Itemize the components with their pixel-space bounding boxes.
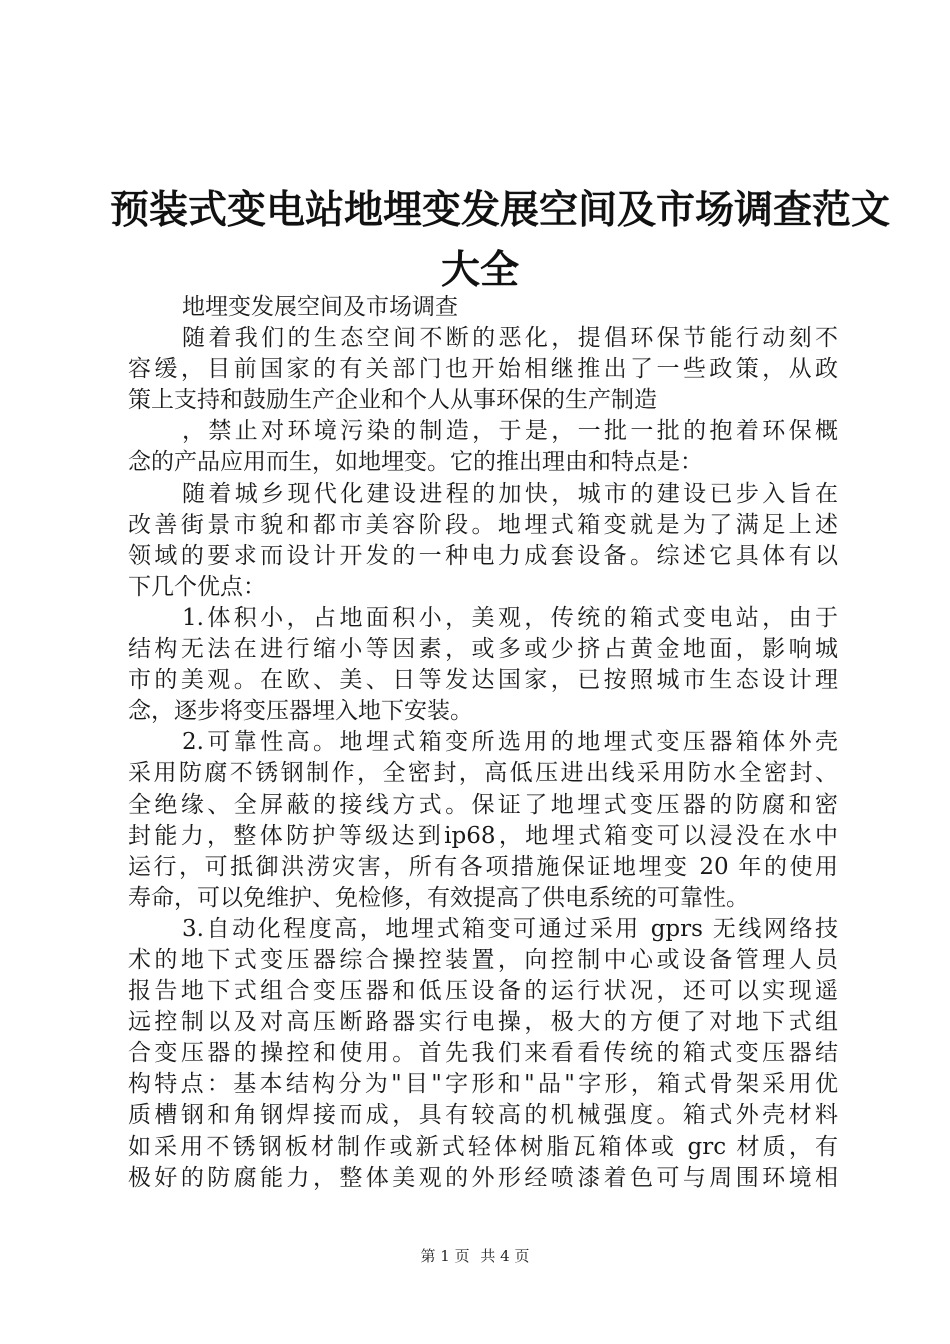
body-line: 全绝缘、全屏蔽的接线方式。保证了地埋式变压器的防腐和密 — [128, 791, 838, 818]
body-line: 市的美观。在欧、美、日等发达国家，已按照城市生态设计理 — [128, 667, 838, 694]
body-line: 术的地下式变压器综合操控装置，向控制中心或设备管理人员 — [128, 946, 838, 973]
page-total: 共 4 页 — [480, 1247, 530, 1265]
body-line: 改善街景市貌和都市美容阶段。地埋式箱变就是为了满足上述 — [128, 511, 838, 538]
body-line: 报告地下式组合变压器和低压设备的运行状况，还可以实现遥 — [128, 978, 838, 1005]
body-line: 结构无法在进行缩小等因素，或多或少挤占黄金地面，影响城 — [128, 636, 838, 663]
page-number: 第 1 页 — [420, 1247, 470, 1265]
body-line: 2.可靠性高。地埋式箱变所选用的地埋式变压器箱体外壳 — [182, 729, 838, 756]
body-line: 极好的防腐能力，整体美观的外形经喷漆着色可与周围环境相 — [128, 1164, 838, 1191]
body-line: 随着城乡现代化建设进程的加快，城市的建设已步入旨在 — [182, 480, 838, 507]
body-line: 运行，可抵御洪涝灾害，所有各项措施保证地埋变 20 年的使用 — [128, 853, 838, 880]
body-line: 质槽钢和角钢焊接而成，具有较高的机械强度。箱式外壳材料 — [128, 1102, 838, 1129]
body-line: 如采用不锈钢板材制作或新式轻体树脂瓦箱体或 grc 材质，有 — [128, 1133, 838, 1160]
document-body — [128, 292, 838, 1194]
body-line: 远控制以及对高压断路器实行电操，极大的方便了对地下式组 — [128, 1009, 838, 1036]
page-footer — [0, 1245, 950, 1266]
body-line: 地埋变发展空间及市场调查 — [182, 294, 458, 320]
body-line: 策上支持和鼓励生产企业和个人从事环保的生产制造 — [128, 387, 657, 414]
body-line: 3.自动化程度高，地埋式箱变可通过采用 gprs 无线网络技 — [182, 915, 838, 942]
body-line: ，禁止对环境污染的制造，于是，一批一批的抱着环保概 — [182, 418, 838, 445]
body-line: 封能力，整体防护等级达到ip68，地埋式箱变可以浸没在水中 — [128, 822, 838, 849]
body-line: 合变压器的操控和使用。首先我们来看看传统的箱式变压器结 — [128, 1040, 838, 1067]
body-line: 领域的要求而设计开发的一种电力成套设备。综述它具体有以 — [128, 542, 838, 569]
body-line: 寿命，可以免维护、免检修，有效提高了供电系统的可靠性。 — [128, 884, 749, 911]
body-line: 采用防腐不锈钢制作，全密封，高低压进出线采用防水全密封、 — [128, 760, 838, 787]
body-line: 念，逐步将变压器埋入地下安装。 — [128, 698, 473, 725]
body-line: 1.体积小，占地面积小，美观，传统的箱式变电站，由于 — [182, 604, 838, 631]
body-line: 念的产品应用而生，如地埋变。它的推出理由和特点是： — [128, 449, 703, 476]
document-title-line-1: 预装式变电站地埋变发展空间及市场调查范文 — [110, 187, 891, 233]
document-title-line-2: 大全 — [440, 247, 519, 293]
body-line: 构特点：基本结构分为"目"字形和"品"字形，箱式骨架采用优 — [128, 1071, 838, 1098]
body-line: 随着我们的生态空间不断的恶化，提倡环保节能行动刻不 — [182, 325, 838, 352]
body-line: 容缓，目前国家的有关部门也开始相继推出了一些政策，从政 — [128, 356, 838, 383]
body-line: 下几个优点： — [128, 573, 266, 600]
